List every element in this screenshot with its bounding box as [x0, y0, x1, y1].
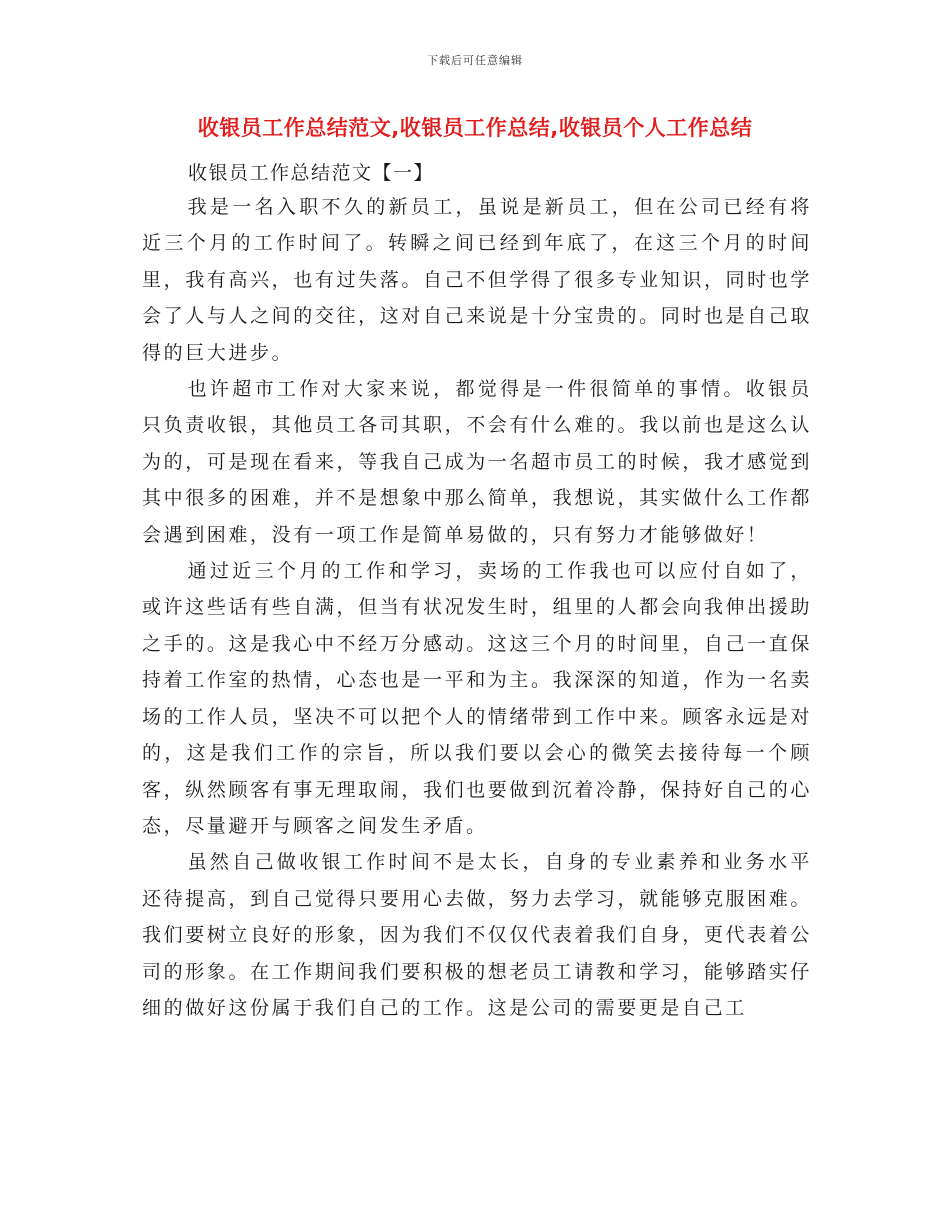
paragraph-1: 我是一名入职不久的新员工，虽说是新员工，但在公司已经有将近三个月的工作时间了。转瞬之间已经到年底了，在这三个月的时间里，我有高兴，也有过失落。自己不但学得了很多专业知识，同时也学会了人与人之间的交往，这对自己来说是十分宝贵的。同时也是自己取得的巨大进步。	[142, 196, 812, 364]
paragraph-2: 也许超市工作对大家来说，都觉得是一件很简单的事情。收银员只负责收银，其他员工各司其职，不会有什么难的。我以前也是这么认为的，可是现在看来，等我自己成为一名超市员工的时候，我才感觉到其中很多的困难，并不是想象中那么简单，我想说，其实做什么工作都会遇到困难，没有一项工作是简单易做的，只有努力才能够做好！	[142, 378, 812, 546]
document-body	[142, 157, 812, 1026]
header-note: 下载后可任意编辑	[427, 54, 523, 67]
paragraph-3: 通过近三个月的工作和学习，卖场的工作我也可以应付自如了，或许这些话有些自满，但当有状况发生时，组里的人都会向我伸出援助之手的。这是我心中不经万分感动。这这三个月的时间里，自己一直保持着工作室的热情，心态也是一平和为主。我深深的知道，作为一名卖场的工作人员，坚决不可以把个人的情绪带到工作中来。顾客永远是对的，这是我们工作的宗旨，所以我们要以会心的微笑去接待每一个顾客，纵然顾客有事无理取闹，我们也要做到沉着冷静，保持好自己的心态，尽量避开与顾客之间发生矛盾。	[142, 560, 812, 837]
document-title: 收银员工作总结范文,收银员工作总结,收银员个人工作总结	[197, 116, 753, 140]
paragraph-4: 虽然自己做收银工作时间不是太长，自身的专业素养和业务水平还待提高，到自己觉得只要用心去做，努力去学习，就能够克服困难。我们要树立良好的形象，因为我们不仅仅代表着我们自身，更代表着公司的形象。在工作期间我们要积极的想老员工请教和学习，能够踏实仔细的做好这份属于我们自己的工作。这是公司的需要更是自己工	[142, 851, 812, 1019]
section-title: 收银员工作总结范文【一】	[188, 162, 435, 184]
